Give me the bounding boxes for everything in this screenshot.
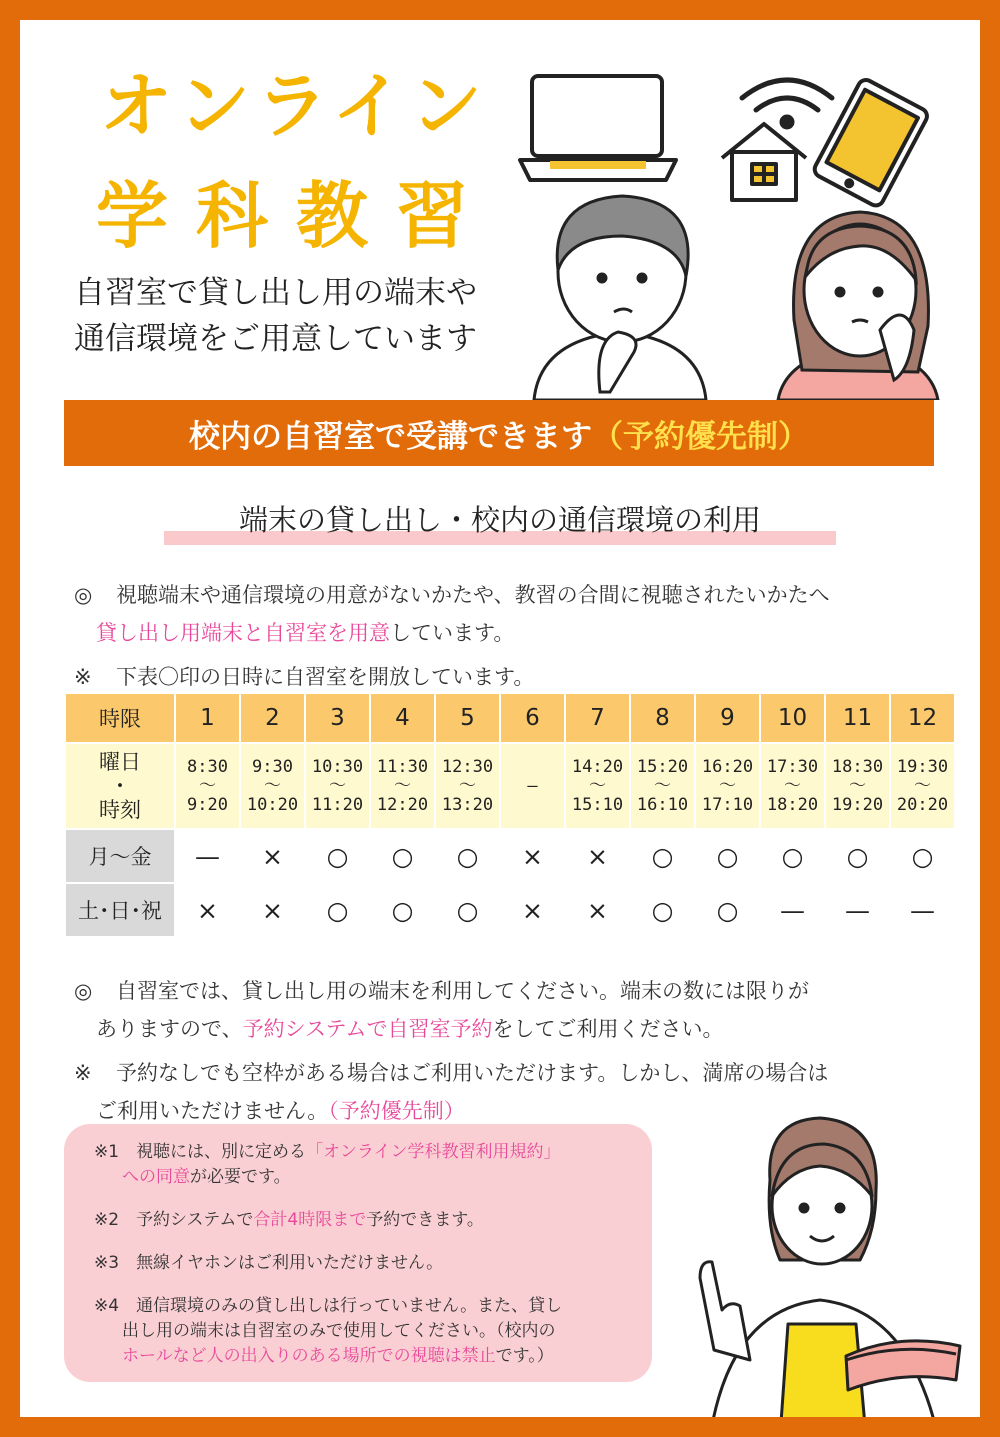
- note-2-text: 予約システムで: [136, 1210, 254, 1230]
- availability-cell: ○: [760, 829, 825, 883]
- time-cell: —: [500, 743, 565, 829]
- weekend-label: 土･日･祝: [65, 883, 175, 937]
- time-cell: 14:20 ～ 15:10: [565, 743, 630, 829]
- availability-cell: ○: [695, 883, 760, 937]
- availability-cell: —: [175, 829, 240, 883]
- usage-line2-b: をしてご利用ください。: [492, 1017, 724, 1041]
- note-2-mark: ※2: [94, 1210, 120, 1230]
- usage-2-line2-pink: （予約優先制）: [328, 1099, 465, 1123]
- availability-cell: ×: [240, 829, 305, 883]
- availability-cell: ○: [370, 883, 435, 937]
- note-4: [94, 1294, 562, 1369]
- note-4-line2: 出し用の端末は自習室のみで使用してください。（校内の: [122, 1321, 556, 1341]
- subtitle-line-1: 自習室で貸し出し用の端末や: [74, 275, 477, 311]
- note-4-text: 通信環境のみの貸し出しは行っていません。また、貸し: [136, 1296, 563, 1316]
- period-cell: 11: [825, 693, 890, 743]
- usage-text-2: 予約なしでも空枠がある場合はご利用いただけます。しかし、満席の場合は: [116, 1061, 829, 1085]
- availability-cell: —: [890, 883, 955, 937]
- availability-cell: —: [825, 883, 890, 937]
- weekday-label: 月～金: [65, 829, 175, 883]
- availability-cell: ×: [240, 883, 305, 937]
- time-label: [65, 743, 175, 829]
- availability-cell: ×: [500, 883, 565, 937]
- period-cell: 10: [760, 693, 825, 743]
- availability-cell: ×: [175, 883, 240, 937]
- note-3: [94, 1251, 443, 1276]
- availability-cell: ○: [305, 829, 370, 883]
- availability-cell: ○: [305, 883, 370, 937]
- usage-notes: [74, 972, 828, 1130]
- reservation-banner: [64, 400, 934, 466]
- availability-cell: ○: [435, 829, 500, 883]
- header-label: 時限: [65, 693, 175, 743]
- time-cell: 11:30 ～ 12:20: [370, 743, 435, 829]
- period-cell: 7: [565, 693, 630, 743]
- weekday-row: [65, 829, 955, 883]
- period-cell: 8: [630, 693, 695, 743]
- period-cell: 4: [370, 693, 435, 743]
- wifi-icon: [742, 80, 832, 127]
- time-label-time: 時刻: [99, 798, 141, 822]
- note-4-mark: ※4: [94, 1296, 120, 1316]
- note-1-text: 視聴には、別に定める: [136, 1142, 307, 1162]
- instructor-illustration: [670, 1110, 970, 1437]
- note-2: [94, 1208, 484, 1233]
- intro-mark-1: ◎: [74, 583, 93, 607]
- title-line-1: オンライン: [100, 64, 488, 148]
- period-cell: 6: [500, 693, 565, 743]
- table-header-row: [65, 693, 955, 743]
- availability-cell: ×: [565, 829, 630, 883]
- note-1-pink: 「オンライン学科教習利用規約」: [306, 1142, 561, 1162]
- time-cell: 15:20 ～ 16:10: [630, 743, 695, 829]
- time-row: [65, 743, 955, 829]
- title-line-2: 学科教習: [96, 174, 497, 258]
- girl-illustration: [778, 212, 938, 400]
- time-label-dot: ・: [109, 774, 131, 798]
- period-cell: 1: [175, 693, 240, 743]
- availability-cell: ○: [630, 829, 695, 883]
- note-1-line2-b: が必要です。: [190, 1167, 291, 1187]
- devices-people-illustration: [510, 40, 950, 400]
- banner-text: 校内の自習室で受講できます: [189, 418, 592, 455]
- intro-notes: [74, 576, 830, 696]
- laptop-icon: [520, 76, 676, 180]
- boy-illustration: [534, 196, 706, 400]
- period-cell: 3: [305, 693, 370, 743]
- usage-mark-2: ※: [74, 1061, 92, 1085]
- subtitle-line-2: 通信環境をご用意しています: [74, 321, 477, 357]
- usage-line2-pink: 予約システムで自習室予約: [242, 1017, 493, 1041]
- section-heading: [164, 498, 836, 539]
- intro-text-1: 視聴端末や通信環境の用意がないかたや、教習の合間に視聴されたいかたへ: [116, 583, 830, 607]
- period-cell: 12: [890, 693, 955, 743]
- schedule-table: [64, 692, 956, 938]
- usage-mark-1: ◎: [74, 979, 93, 1003]
- note-4-line3-b: です。）: [495, 1346, 554, 1366]
- note-1-line2-pink: への同意: [122, 1167, 190, 1187]
- period-cell: 9: [695, 693, 760, 743]
- note-3-mark: ※3: [94, 1253, 120, 1273]
- section-heading-text: 端末の貸し出し・校内の通信環境の利用: [238, 503, 761, 537]
- time-cell: 16:20 ～ 17:10: [695, 743, 760, 829]
- time-cell: 19:30 ～ 20:20: [890, 743, 955, 829]
- weekend-row: [65, 883, 955, 937]
- availability-cell: ○: [435, 883, 500, 937]
- availability-cell: ○: [825, 829, 890, 883]
- time-cell: 17:30 ～ 18:20: [760, 743, 825, 829]
- note-2-tail: 予約できます。: [366, 1210, 484, 1230]
- time-cell: 12:30 ～ 13:20: [435, 743, 500, 829]
- note-1-mark: ※1: [94, 1142, 120, 1162]
- banner-highlight: （予約優先制）: [592, 418, 809, 455]
- availability-cell: ○: [695, 829, 760, 883]
- note-1: [94, 1140, 561, 1190]
- intro-pink-1: 貸し出し用端末と自習室を用意: [96, 621, 390, 645]
- availability-cell: ×: [500, 829, 565, 883]
- note-2-pink: 合計4時限まで: [253, 1210, 367, 1230]
- period-cell: 5: [435, 693, 500, 743]
- note-4-line3-pink: ホールなど人の出入りのある場所での視聴は禁止: [122, 1346, 496, 1366]
- intro-tail-1: しています。: [390, 621, 515, 645]
- time-label-day: 曜日: [99, 750, 141, 774]
- availability-cell: ○: [370, 829, 435, 883]
- period-cell: 2: [240, 693, 305, 743]
- time-cell: 8:30 ～ 9:20: [175, 743, 240, 829]
- time-cell: 10:30 ～ 11:20: [305, 743, 370, 829]
- time-cell: 9:30 ～ 10:20: [240, 743, 305, 829]
- availability-cell: ×: [565, 883, 630, 937]
- intro-mark-2: ※: [74, 665, 92, 689]
- availability-cell: —: [760, 883, 825, 937]
- time-cell: 18:30 ～ 19:20: [825, 743, 890, 829]
- note-3-text: 無線イヤホンはご利用いただけません。: [136, 1253, 444, 1273]
- notes-box: [64, 1124, 652, 1382]
- availability-cell: ○: [630, 883, 695, 937]
- intro-text-2: 下表〇印の日時に自習室を開放しています。: [116, 665, 535, 689]
- usage-text-1: 自習室では、貸し出し用の端末を利用してください。端末の数には限りが: [116, 979, 809, 1003]
- subtitle: [74, 270, 477, 362]
- usage-2-line2-a: ご利用いただけません。: [96, 1099, 329, 1123]
- usage-line2-a: ありますので、: [96, 1017, 243, 1041]
- availability-cell: ○: [890, 829, 955, 883]
- house-icon: [722, 124, 806, 200]
